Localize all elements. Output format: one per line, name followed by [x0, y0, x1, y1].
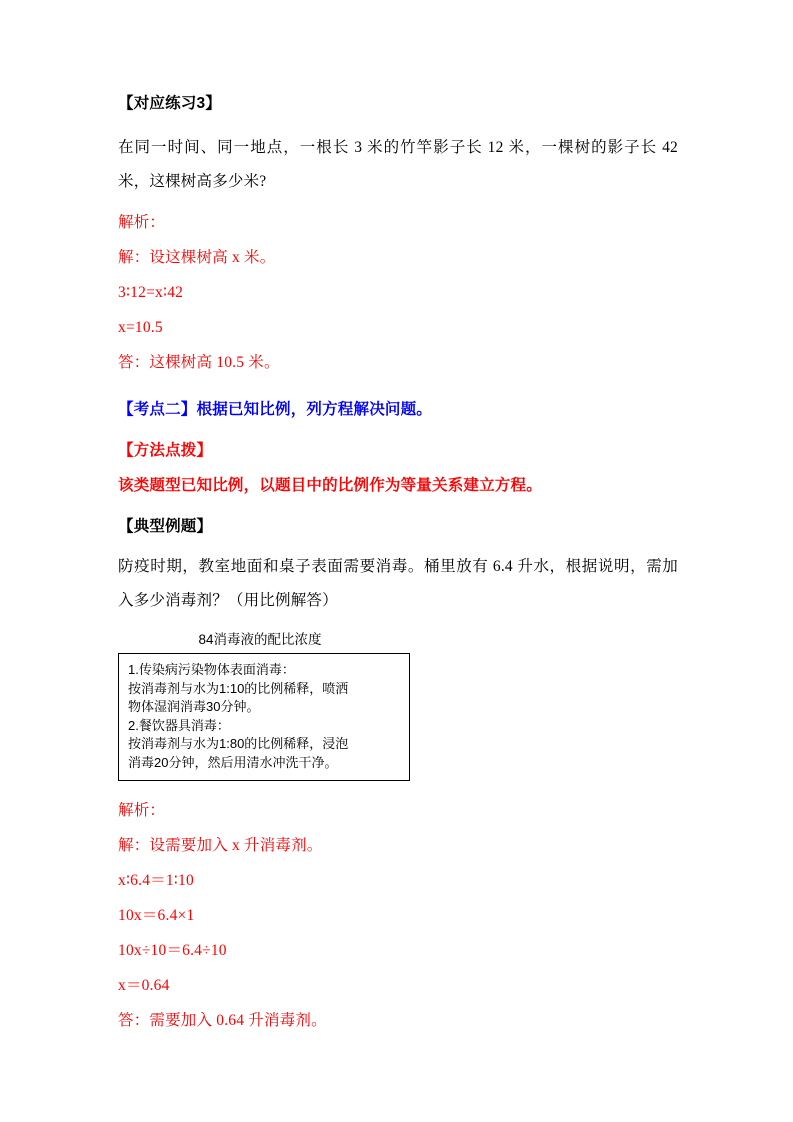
- solution-setup-1: 解：设这棵树高 x 米。: [118, 249, 276, 266]
- spacer: [118, 380, 678, 392]
- label-line-3: 物体湿润消毒30分钟。: [128, 699, 260, 714]
- label-figure-box: [118, 653, 410, 781]
- label-line-4: 2.餐饮器具消毒：: [128, 717, 230, 733]
- solution-setup-2: 解：设需要加入 x 升消毒剂。: [118, 837, 323, 854]
- disinfectant-label-figure: [118, 628, 408, 781]
- label-figure-title: 84消毒液的配比浓度: [198, 632, 322, 647]
- exercise-heading: 【对应练习3】: [118, 95, 222, 112]
- method-tips-text: 该类题型已知比例，以题目中的比例作为等量关系建立方程。: [118, 477, 542, 494]
- equation-3: x∶6.4＝1∶10: [118, 872, 194, 889]
- equation-2: x=10.5: [118, 319, 163, 336]
- analysis-label-1: 解析：: [118, 214, 166, 231]
- document-body: [118, 86, 678, 1038]
- method-tips-heading: 【方法点拨】: [118, 442, 213, 459]
- spacer: [118, 781, 678, 793]
- answer-1: 答：这棵树高 10.5 米。: [118, 354, 280, 371]
- equation-6: x＝0.64: [118, 977, 170, 994]
- typical-example-heading: 【典型例题】: [118, 518, 213, 535]
- equation-5: 10x÷10＝6.4÷10: [118, 942, 227, 959]
- exercise-question: 在同一时间、同一地点，一根长 3 米的竹竿影子长 12 米，一棵树的影子长 42 米，这棵树高多少米?: [118, 139, 678, 190]
- label-line-5: 按消毒剂与水为1:80的比例稀释，浸泡: [128, 736, 349, 751]
- label-line-1: 1.传染病污染物体表面消毒：: [128, 662, 295, 677]
- equation-1: 3∶12=x∶42: [118, 284, 184, 301]
- label-line-2: 按消毒剂与水为1:10的比例稀释，喷洒: [128, 680, 349, 696]
- equation-4: 10x＝6.4×1: [118, 907, 195, 924]
- analysis-label-2: 解析：: [118, 802, 166, 819]
- key-point-two-heading: 【考点二】根据已知比例，列方程解决问题。: [118, 401, 433, 418]
- label-line-6: 消毒20分钟，然后用清水冲洗干净。: [128, 754, 338, 770]
- typical-example-question: 防疫时期，教室地面和桌子表面需要消毒。桶里放有 6.4 升水，根据说明，需加入多少消毒剂？（用比例解答）: [118, 558, 678, 609]
- answer-2: 答：需要加入 0.64 升消毒剂。: [118, 1012, 327, 1029]
